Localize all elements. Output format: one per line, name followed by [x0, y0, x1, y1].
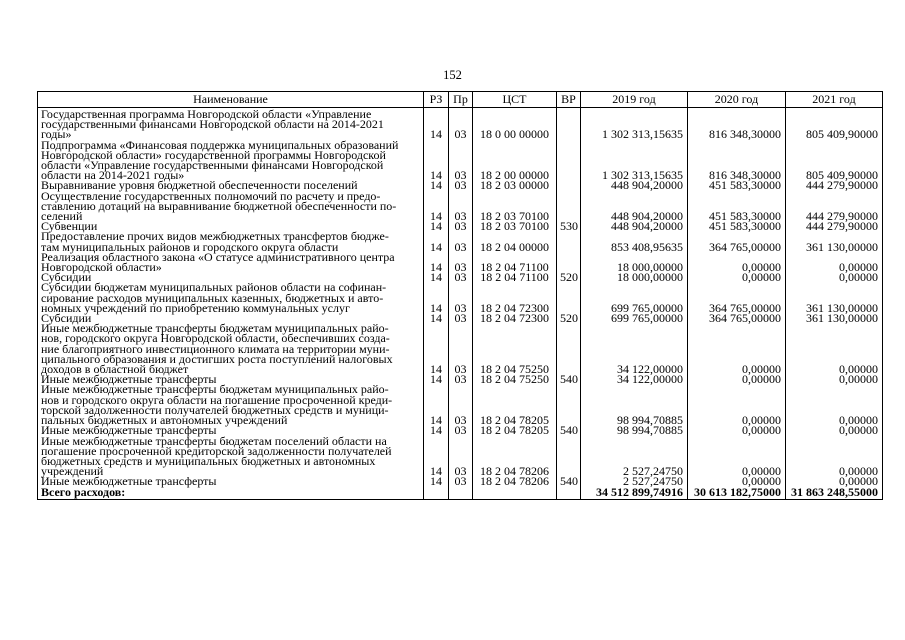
row-2020: 451 583,30000 [688, 191, 786, 222]
total-vr [557, 487, 581, 500]
row-rz: 14 [424, 313, 449, 323]
row-2019: 2 527,24750 [581, 436, 688, 477]
row-2021: 444 279,90000 [786, 191, 883, 222]
row-pr: 03 [449, 384, 473, 425]
row-rz: 14 [424, 180, 449, 190]
expenditure-table [37, 91, 883, 500]
row-vr [557, 282, 581, 313]
table-row [38, 384, 883, 425]
row-2021: 0,00000 [786, 425, 883, 435]
row-name: Субсидии [38, 272, 424, 282]
row-name: Субвенции [38, 221, 424, 231]
row-2021: 444 279,90000 [786, 221, 883, 231]
total-row [38, 487, 883, 500]
row-2019: 448 904,20000 [581, 180, 688, 190]
row-2020: 0,00000 [688, 252, 786, 272]
row-2021: 361 130,00000 [786, 313, 883, 323]
row-cst: 18 2 04 78205 [473, 384, 557, 425]
row-vr [557, 436, 581, 477]
row-2019: 1 302 313,15635 [581, 140, 688, 181]
row-2019: 853 408,95635 [581, 231, 688, 251]
row-2021: 0,00000 [786, 323, 883, 374]
row-vr [557, 140, 581, 181]
row-2019: 448 904,20000 [581, 191, 688, 222]
table-row [38, 282, 883, 313]
header-cst: ЦСТ [473, 92, 557, 108]
row-vr: 540 [557, 425, 581, 435]
row-cst: 18 2 04 72300 [473, 282, 557, 313]
row-rz: 14 [424, 140, 449, 181]
table-row [38, 191, 883, 222]
row-2021: 361 130,00000 [786, 231, 883, 251]
row-pr: 03 [449, 221, 473, 231]
row-pr: 03 [449, 476, 473, 486]
row-rz: 14 [424, 282, 449, 313]
row-2020: 816 348,30000 [688, 108, 786, 140]
row-2021: 0,00000 [786, 272, 883, 282]
row-pr: 03 [449, 108, 473, 140]
row-vr: 530 [557, 221, 581, 231]
row-pr: 03 [449, 231, 473, 251]
header-rz: РЗ [424, 92, 449, 108]
row-rz: 14 [424, 221, 449, 231]
row-cst: 18 2 00 00000 [473, 140, 557, 181]
row-rz: 14 [424, 252, 449, 272]
row-name: Реализация областного закона «О статусе административного центра Новгородской области» [38, 252, 424, 272]
row-2019: 448 904,20000 [581, 221, 688, 231]
row-cst: 18 2 04 00000 [473, 231, 557, 251]
row-2019: 34 122,00000 [581, 323, 688, 374]
row-2020: 0,00000 [688, 272, 786, 282]
row-rz: 14 [424, 384, 449, 425]
row-pr: 03 [449, 436, 473, 477]
row-pr: 03 [449, 180, 473, 190]
row-2021: 0,00000 [786, 252, 883, 272]
table-row [38, 252, 883, 272]
row-vr [557, 323, 581, 374]
row-2019: 699 765,00000 [581, 282, 688, 313]
row-vr: 540 [557, 374, 581, 384]
total-label: Всего расходов: [38, 487, 424, 500]
row-pr: 03 [449, 313, 473, 323]
row-2020: 451 583,30000 [688, 221, 786, 231]
row-2020: 364 765,00000 [688, 231, 786, 251]
row-2020: 364 765,00000 [688, 313, 786, 323]
total-2021: 31 863 248,55000 [786, 487, 883, 500]
row-pr: 03 [449, 323, 473, 374]
row-2021: 805 409,90000 [786, 108, 883, 140]
table-row [38, 108, 883, 140]
row-vr: 520 [557, 272, 581, 282]
total-pr [449, 487, 473, 500]
row-pr: 03 [449, 252, 473, 272]
row-2021: 0,00000 [786, 374, 883, 384]
row-vr [557, 252, 581, 272]
row-rz: 14 [424, 425, 449, 435]
row-cst: 18 2 04 78206 [473, 476, 557, 486]
row-pr: 03 [449, 425, 473, 435]
row-cst: 18 2 03 70100 [473, 191, 557, 222]
row-2020: 0,00000 [688, 436, 786, 477]
header-2019: 2019 год [581, 92, 688, 108]
header-2021: 2021 год [786, 92, 883, 108]
row-2021: 805 409,90000 [786, 140, 883, 181]
row-2019: 98 994,70885 [581, 425, 688, 435]
row-name: Иные межбюджетные трансферты [38, 476, 424, 486]
row-2020: 0,00000 [688, 374, 786, 384]
row-2019: 699 765,00000 [581, 313, 688, 323]
total-rz [424, 487, 449, 500]
row-pr: 03 [449, 272, 473, 282]
row-pr: 03 [449, 191, 473, 222]
total-2020: 30 613 182,75000 [688, 487, 786, 500]
row-2020: 0,00000 [688, 476, 786, 486]
row-cst: 18 2 03 00000 [473, 180, 557, 190]
row-2021: 361 130,00000 [786, 282, 883, 313]
table-row [38, 140, 883, 181]
row-rz: 14 [424, 476, 449, 486]
row-vr [557, 231, 581, 251]
table-row [38, 231, 883, 251]
row-2020: 451 583,30000 [688, 180, 786, 190]
row-vr [557, 108, 581, 140]
row-name: Предоставление прочих видов межбюджетных трансфертов бюдже- там муниципальных районов и городского округа области [38, 231, 424, 251]
table-row [38, 323, 883, 374]
row-2019: 2 527,24750 [581, 476, 688, 486]
row-2021: 0,00000 [786, 384, 883, 425]
row-name: Осуществление государственных полномочий по расчету и предо- ставлению дотаций на выравнивание бюджетной обеспеченности по- селений [38, 191, 424, 222]
header-2020: 2020 год [688, 92, 786, 108]
row-vr [557, 384, 581, 425]
row-2019: 98 994,70885 [581, 384, 688, 425]
total-cst [473, 487, 557, 500]
row-2020: 0,00000 [688, 425, 786, 435]
row-name: Иные межбюджетные трансферты [38, 425, 424, 435]
row-cst: 18 2 04 72300 [473, 313, 557, 323]
row-cst: 18 2 04 71100 [473, 252, 557, 272]
row-vr [557, 180, 581, 190]
row-2021: 444 279,90000 [786, 180, 883, 190]
row-rz: 14 [424, 374, 449, 384]
row-cst: 18 2 04 75250 [473, 323, 557, 374]
row-rz: 14 [424, 436, 449, 477]
row-cst: 18 0 00 00000 [473, 108, 557, 140]
row-2019: 34 122,00000 [581, 374, 688, 384]
header-vr: ВР [557, 92, 581, 108]
row-name: Государственная программа Новгородской области «Управление государственными финансами Новгородской области на 2014-2021 годы» [38, 108, 424, 140]
row-vr: 520 [557, 313, 581, 323]
row-name: Выравнивание уровня бюджетной обеспеченности поселений [38, 180, 424, 190]
row-pr: 03 [449, 282, 473, 313]
row-2021: 0,00000 [786, 436, 883, 477]
row-2021: 0,00000 [786, 476, 883, 486]
header-name: Наименование [38, 92, 424, 108]
row-name: Субсидии [38, 313, 424, 323]
row-cst: 18 2 04 78205 [473, 425, 557, 435]
row-2019: 18 000,00000 [581, 272, 688, 282]
row-cst: 18 2 04 71100 [473, 272, 557, 282]
row-2020: 0,00000 [688, 384, 786, 425]
total-2019: 34 512 899,74916 [581, 487, 688, 500]
row-2020: 816 348,30000 [688, 140, 786, 181]
row-2019: 1 302 313,15635 [581, 108, 688, 140]
row-cst: 18 2 04 75250 [473, 374, 557, 384]
row-rz: 14 [424, 323, 449, 374]
row-cst: 18 2 03 70100 [473, 221, 557, 231]
row-cst: 18 2 04 78206 [473, 436, 557, 477]
row-pr: 03 [449, 374, 473, 384]
row-2019: 18 000,00000 [581, 252, 688, 272]
row-name: Иные межбюджетные трансферты [38, 374, 424, 384]
row-name: Иные межбюджетные трансферты бюджетам муниципальных райо- нов, городского округа Новгородской области, обеспечивших созда- ние благоприятного инвестиционного климата на территории муни- ципального образования и достигших роста поступлений налоговых доходов в областной бюджет [38, 323, 424, 374]
page-number: 152 [443, 68, 462, 82]
row-pr: 03 [449, 140, 473, 181]
row-rz: 14 [424, 191, 449, 222]
row-name: Иные межбюджетные трансферты бюджетам муниципальных райо- нов и городского округа области на погашение просроченной креди- торской задолженности получателей бюджетных средств и муници- пальных бюджетных и автономных учреждений [38, 384, 424, 425]
row-vr [557, 191, 581, 222]
row-name: Иные межбюджетные трансферты бюджетам поселений области на погашение просроченной кредиторской задолженности получателей бюджетных средств и муниципальных бюджетных и автономных учреждений [38, 436, 424, 477]
row-rz: 14 [424, 231, 449, 251]
table-header-row [38, 92, 883, 108]
row-rz: 14 [424, 272, 449, 282]
table-row [38, 436, 883, 477]
row-rz: 14 [424, 108, 449, 140]
row-2020: 0,00000 [688, 323, 786, 374]
row-name: Субсидии бюджетам муниципальных районов области на софинан- сирование расходов муниципальных казенных, бюджетных и авто- номных учреждений по приобретению коммунальных услуг [38, 282, 424, 313]
header-pr: Пр [449, 92, 473, 108]
row-vr: 540 [557, 476, 581, 486]
row-name: Подпрограмма «Финансовая поддержка муниципальных образований Новгородской области» государственной программы Новгородской области «Управление государственными финансами Новгородской области на 2014-2021 годы» [38, 140, 424, 181]
row-2020: 364 765,00000 [688, 282, 786, 313]
